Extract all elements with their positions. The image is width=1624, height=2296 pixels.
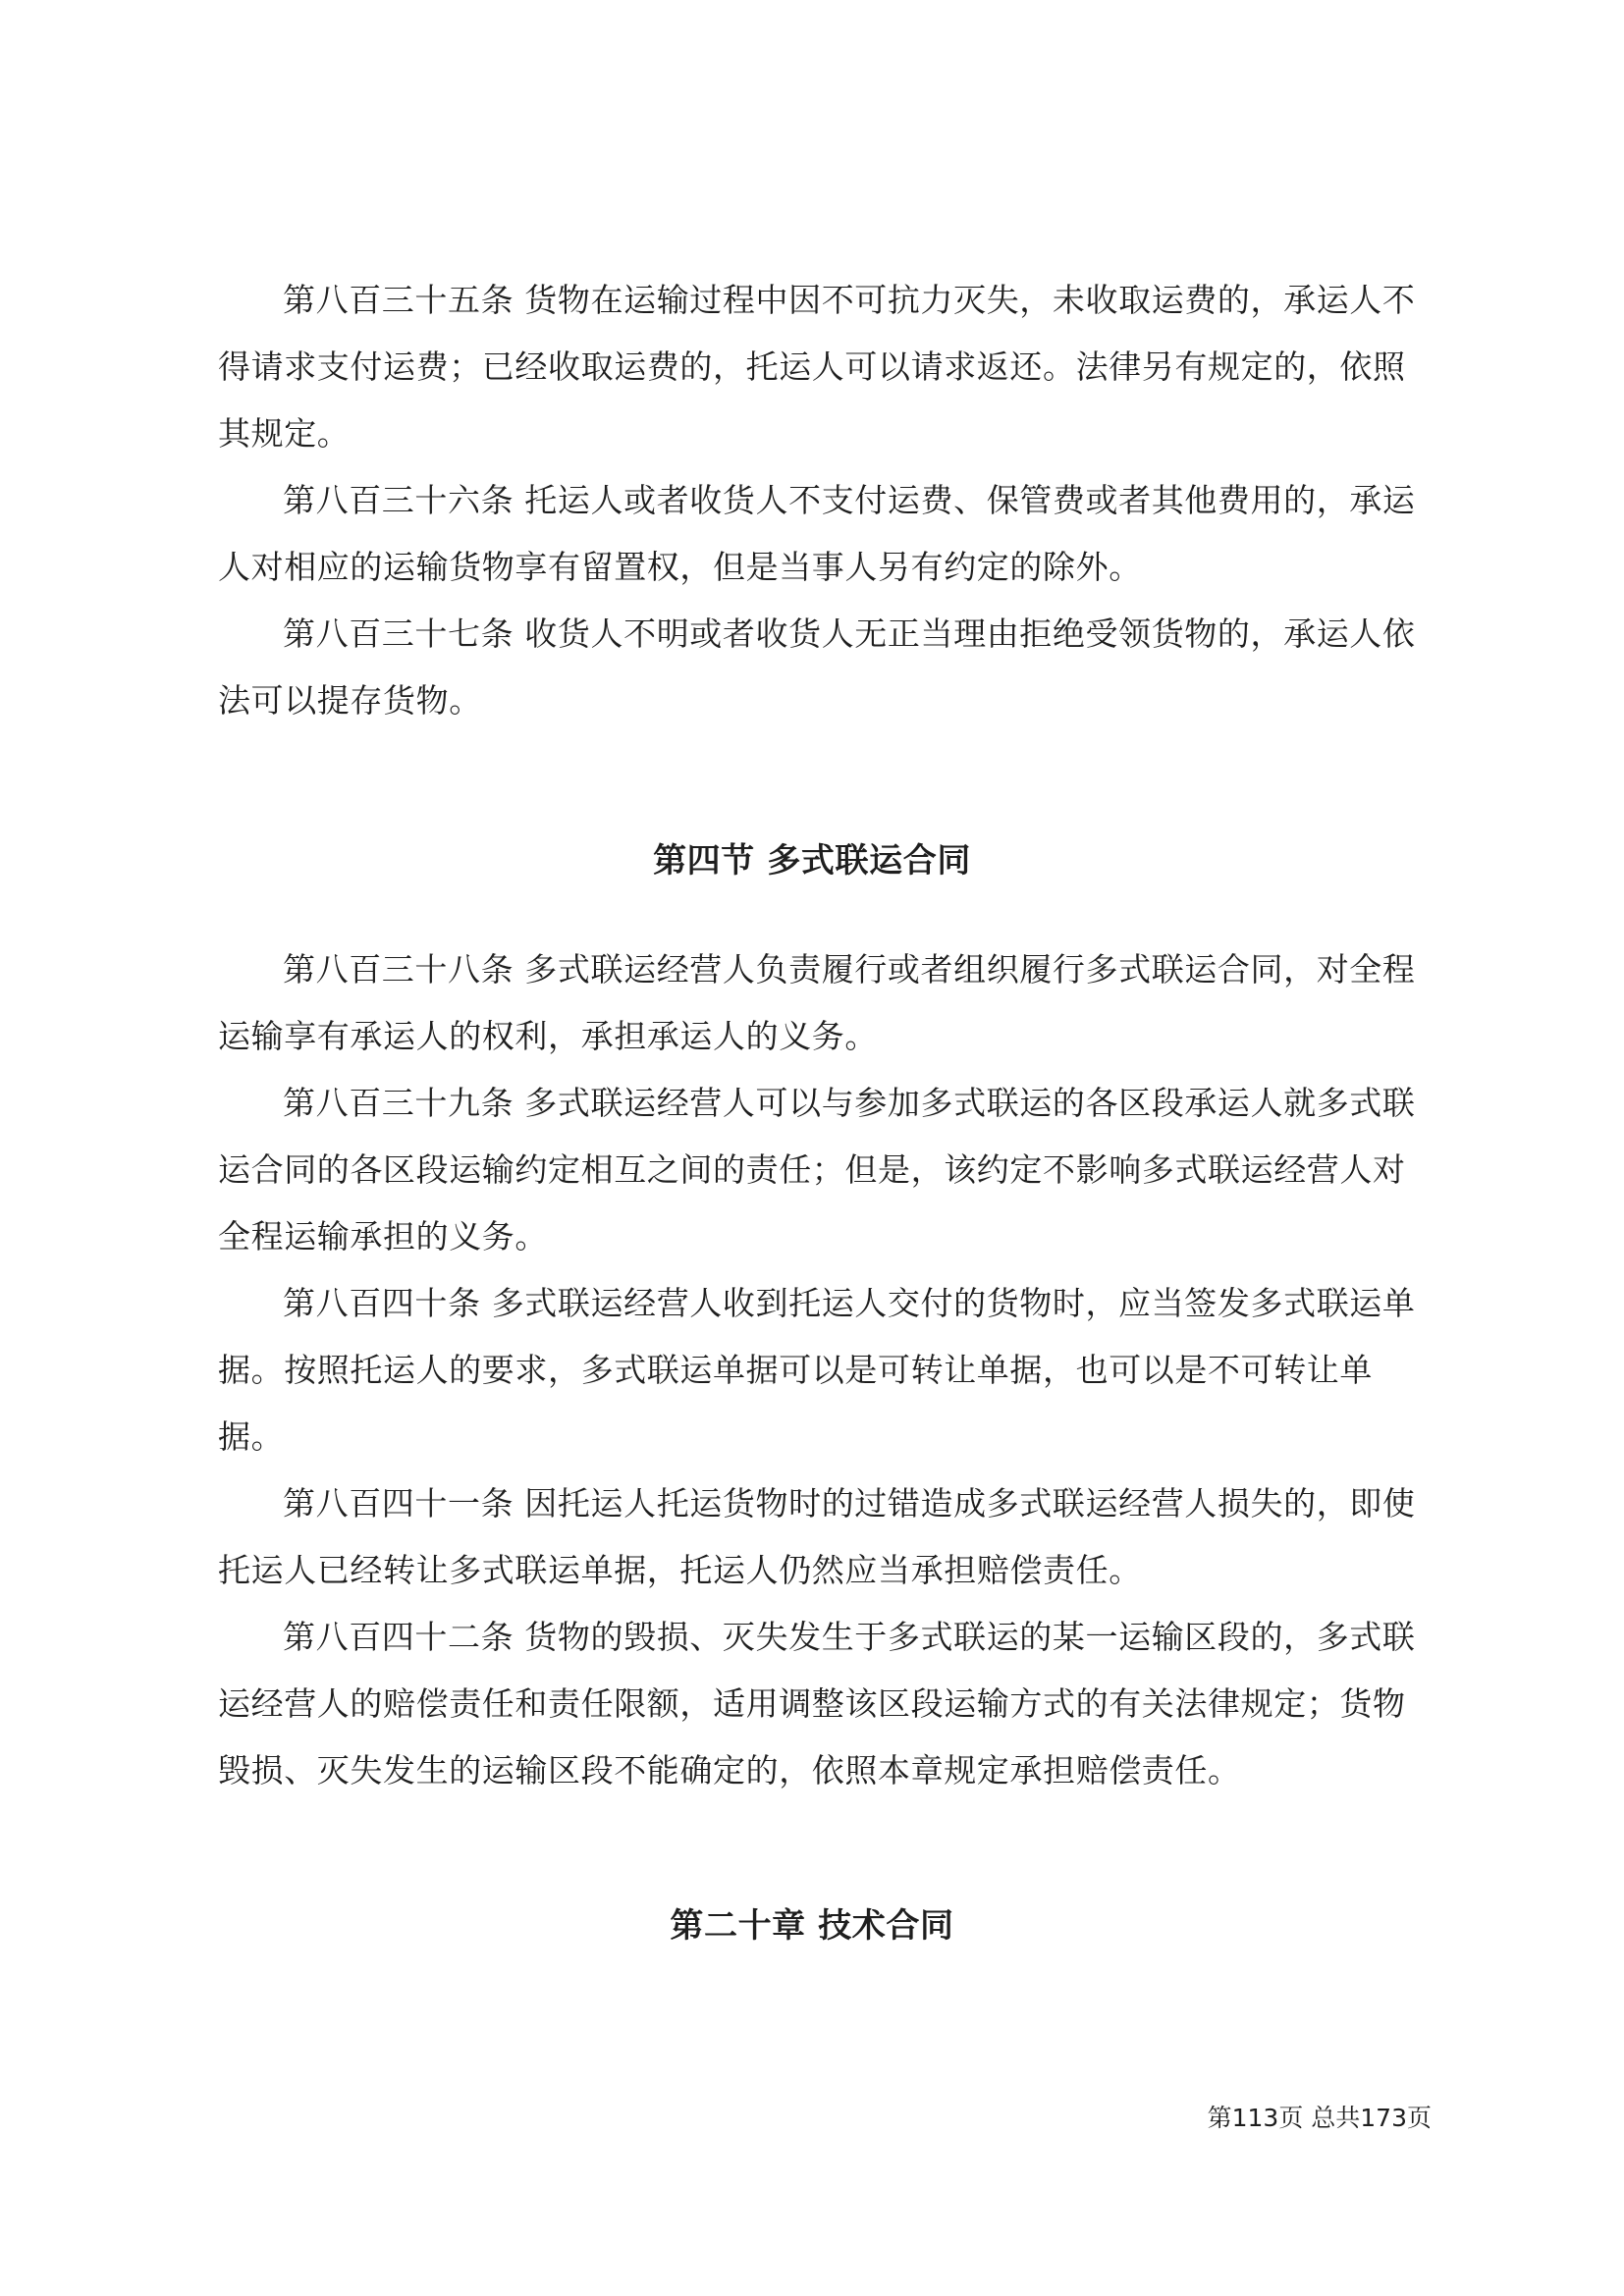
article-839: 第八百三十九条 多式联运经营人可以与参加多式联运的各区段承运人就多式联运合同的各区段运输约定相互之间的责任；但是，该约定不影响多式联运经营人对全程运输承担的义务。 [218, 1084, 1416, 1255]
section-heading: 第四节 多式联运合同 [653, 841, 971, 881]
article-837: 第八百三十七条 收货人不明或者收货人无正当理由拒绝受领货物的，承运人依法可以提存货物。 [218, 614, 1416, 720]
article-836: 第八百三十六条 托运人或者收货人不支付运费、保管费或者其他费用的，承运人对相应的运输货物享有留置权，但是当事人另有约定的除外。 [218, 481, 1416, 586]
article-840: 第八百四十条 多式联运经营人收到托运人交付的货物时，应当签发多式联运单据。按照托运人的要求，多式联运单据可以是可转让单据，也可以是不可转让单据。 [218, 1284, 1416, 1456]
articles-top [218, 267, 1426, 734]
articles-section [218, 936, 1426, 1804]
chapter-heading: 第二十章 技术合同 [670, 1906, 954, 1946]
article-842: 第八百四十二条 货物的毁损、灭失发生于多式联运的某一运输区段的，多式联运经营人的赔偿责任和责任限额，适用调整该区段运输方式的有关法律规定；货物毁损、灭失发生的运输区段不能确定的，依照本章规定承担赔偿责任。 [218, 1618, 1416, 1789]
page-number-footer: 第113页 总共173页 [1207, 2104, 1432, 2132]
article-841: 第八百四十一条 因托运人托运货物时的过错造成多式联运经营人损失的，即使托运人已经转让多式联运单据，托运人仍然应当承担赔偿责任。 [218, 1484, 1416, 1589]
article-838: 第八百三十八条 多式联运经营人负责履行或者组织履行多式联运合同，对全程运输享有承运人的权利，承担承运人的义务。 [218, 950, 1416, 1055]
article-835: 第八百三十五条 货物在运输过程中因不可抗力灭失，未收取运费的，承运人不得请求支付运费；已经收取运费的，托运人可以请求返还。法律另有规定的，依照其规定。 [218, 281, 1416, 453]
